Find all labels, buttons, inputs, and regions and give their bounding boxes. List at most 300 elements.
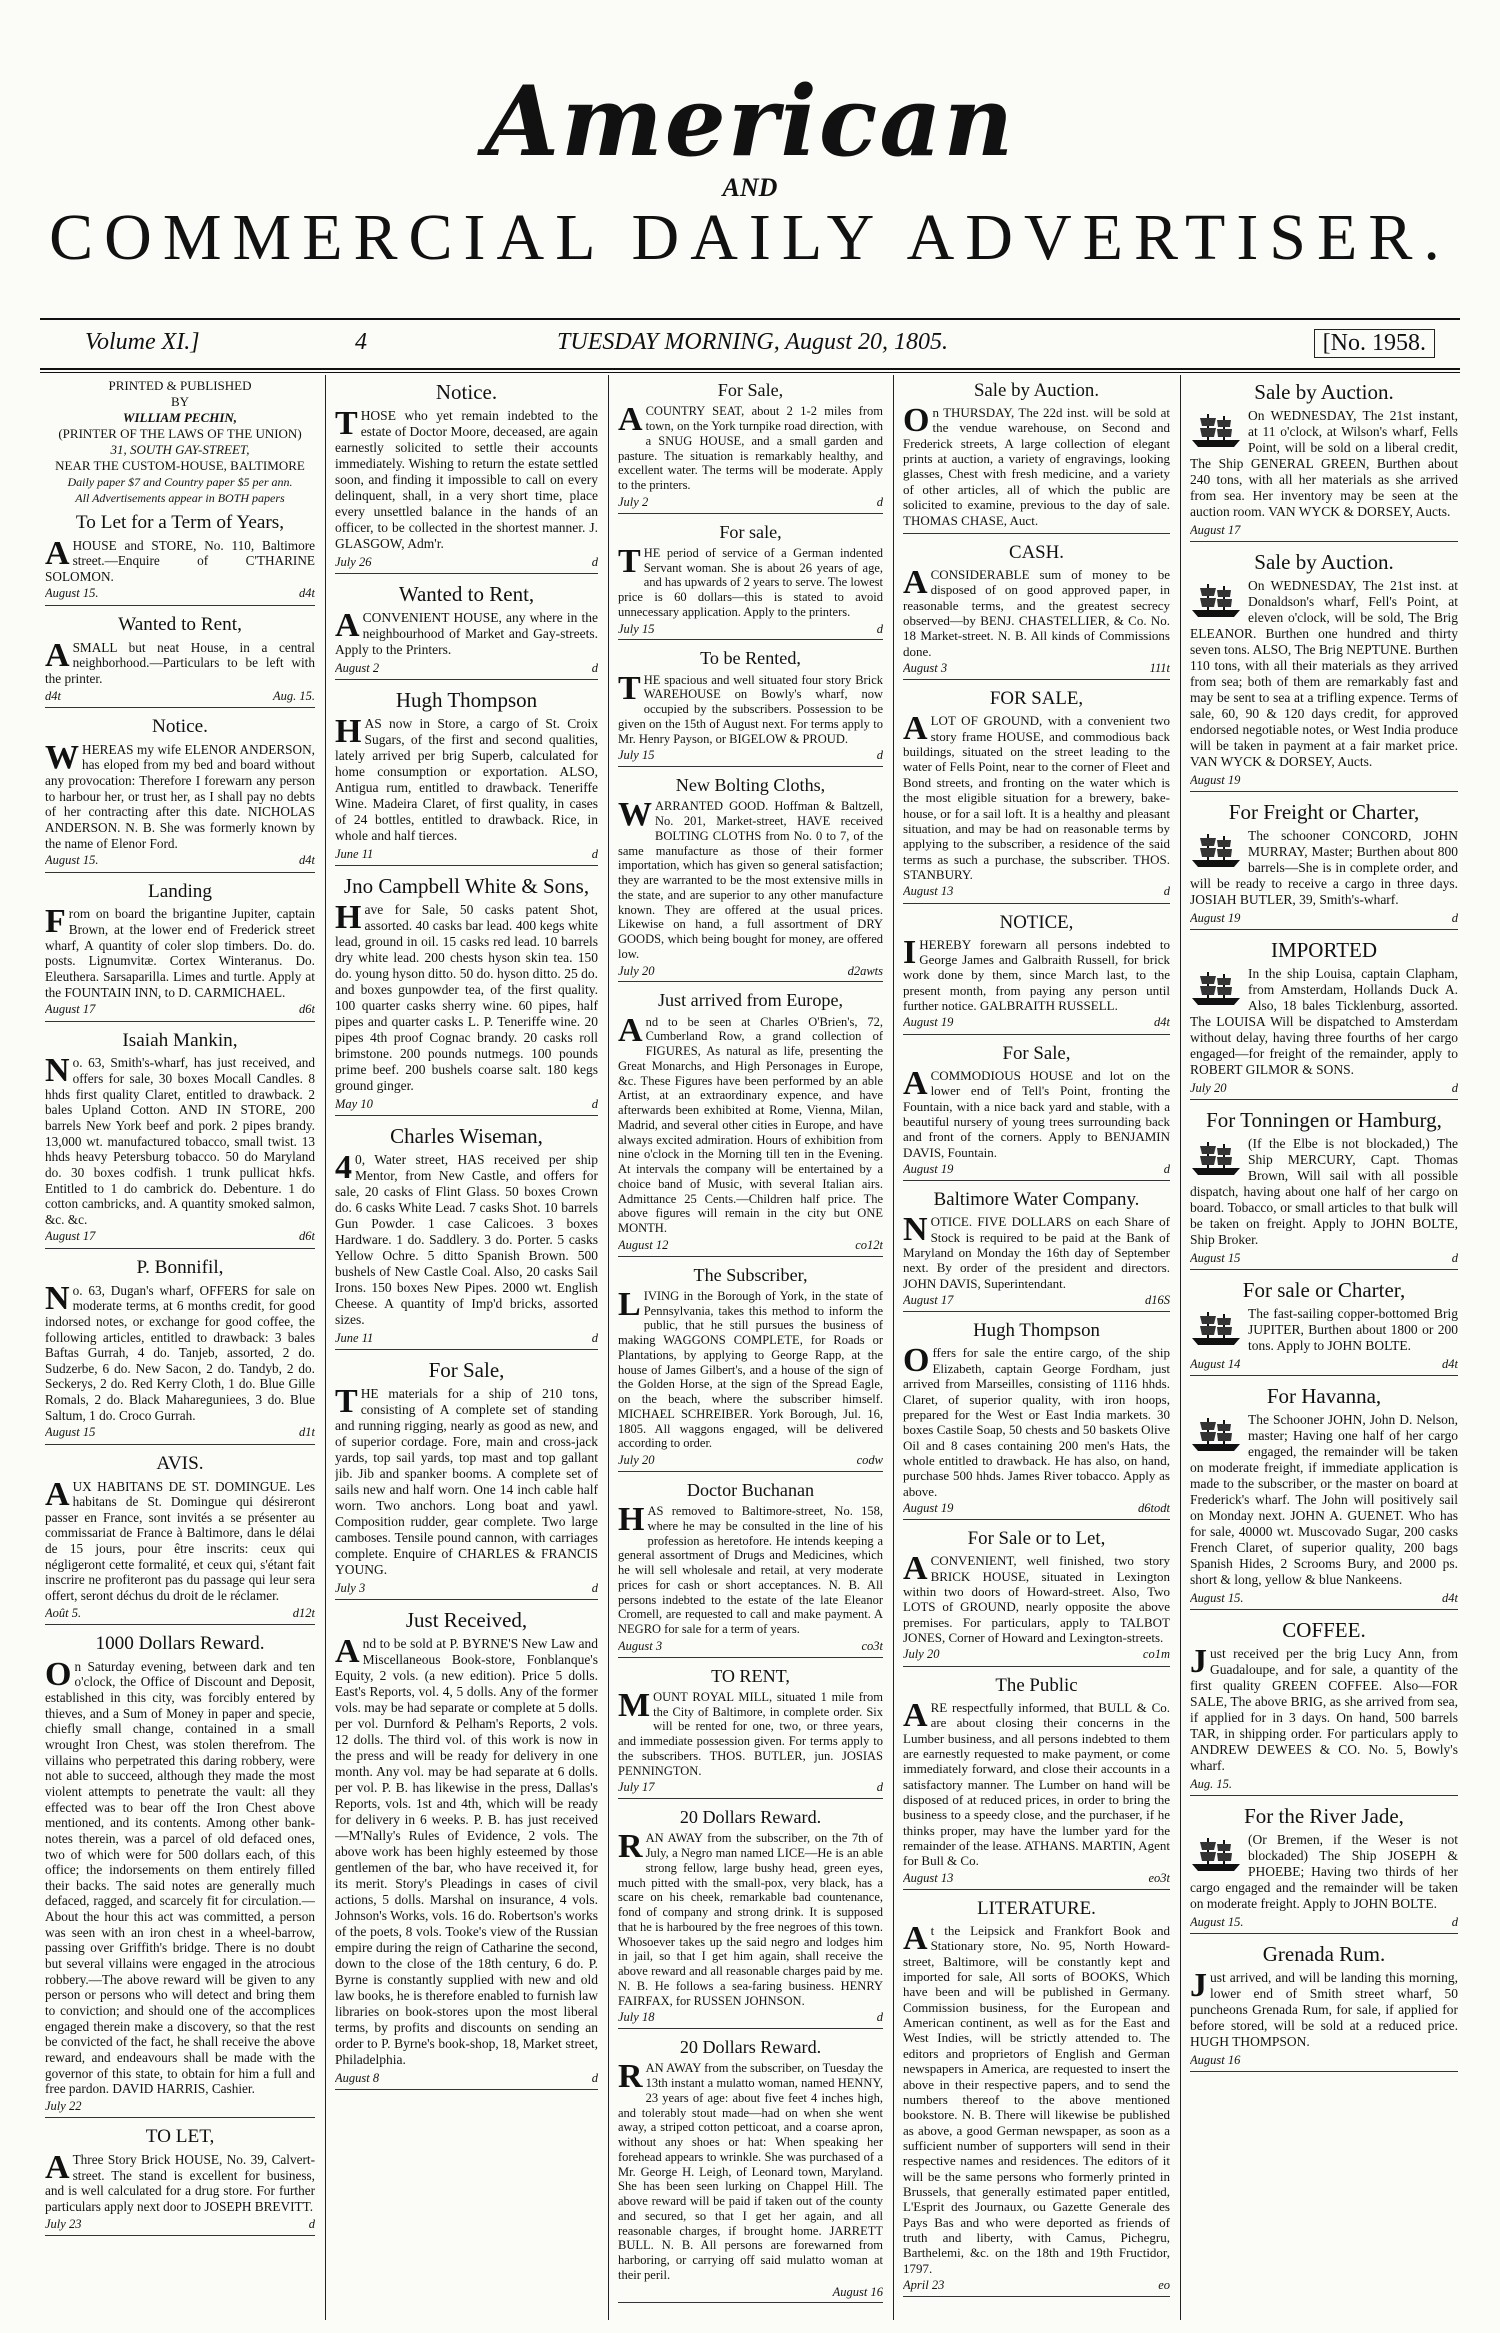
ad-date: June 11	[335, 847, 374, 861]
advertisement	[45, 1030, 315, 1249]
ad-body: From on board the brigantine Jupiter, captain Brown, at the lower end of Frederick street wharf, A quantity of coler slop timbers. Do. do. posts. Lignumvitæ. Cortex Winteranus. Do. Eleuthera. Sarsaparilla. Limes and turtle. Apply at the FOUNTAIN INN, to D. CARMICHAEL.	[45, 903, 315, 1000]
ad-dateline	[618, 1639, 883, 1658]
ad-code: d	[876, 494, 883, 509]
ad-date: August 17	[1190, 523, 1241, 537]
column-divider	[325, 375, 326, 2320]
advertisement	[1190, 1618, 1458, 1796]
advertisement	[618, 775, 883, 982]
ad-body: No. 63, Smith's-wharf, has just received, and offers for sale, 30 boxes Mocall Candles. 8 hhds first quality Claret, entitled to drawback. 2 bales Upland Cotton. AND IN STORE, 200 barrels New York beef and pork. 2 pipes brandy. 13,000 wt. manufactured tobacco, small twist. 13 hhds heavy Petersburg tobacco. 50 do Maryland do. 30 boxes codfish. 1 trunk pullicat hkfs. Entitled to 1 do cambrick do. Debenture. 1 do cotton cambricks, and. A quantity smoked salmon, &c. &c.	[45, 1052, 315, 1227]
masthead-title-main: COMMERCIAL DAILY ADVERTISER.	[49, 201, 1451, 274]
ad-date: July 20	[618, 963, 655, 978]
advertisement	[45, 881, 315, 1022]
ad-body: The fast-sailing copper-bottomed Brig JUPITER, Burthen about 1800 or 200 tons. Apply to JOHN BOLTE.	[1248, 1306, 1458, 1353]
advertisement	[335, 1358, 598, 1600]
ad-date: August 2	[335, 661, 380, 675]
ship-icon	[1190, 1414, 1242, 1454]
ad-dateline	[45, 1229, 315, 1249]
ad-date: July 20	[903, 1647, 940, 1662]
ad-date: April 23	[903, 2277, 945, 2292]
ad-body: Just received per the brig Lucy Ann, from Guadaloupe, and for sale, a quantity of the first quality GREEN COFFEE. Also—FOR SALE, The above BRIG, as she arrived from sea, if applied for in 3 days. On hand, 500 barrels TAR, in shipping order. For particulars apply to ANDREW DEWEES & CO. No. 5, Bowly's wharf.	[1190, 1643, 1458, 1773]
imprint	[45, 378, 315, 506]
ad-code: d	[876, 621, 883, 636]
ad-dateline	[335, 1330, 598, 1350]
ad-body: AThree Story Brick HOUSE, No. 39, Calvert-street. The stand is excellent for business, and is well calculated for a drug store. For further particulars apply next door to JOSEPH BREVITT.	[45, 2148, 315, 2214]
ad-headline: For Sale,	[428, 1358, 505, 1382]
advertisement	[1190, 1278, 1458, 1376]
ad-dateline	[618, 495, 883, 514]
ship-icon	[1190, 1138, 1242, 1178]
ad-headline: For sale or Charter,	[1242, 1278, 1406, 1302]
ad-date: August 15	[45, 1425, 96, 1440]
ad-date: August 12	[618, 1237, 669, 1252]
ad-code: co12t	[855, 1237, 883, 1252]
ad-code: d	[591, 1097, 598, 1111]
ad-body: WARRANTED GOOD. Hoffman & Baltzell, No. 201, Market-street, HAVE received BOLTING CLOTHS from No. 0 to 7, of the same manufacture as those of their former importation, which has given so general satisfaction; they are warranted to be the most extensive mills in the state, and are superior to any other manufacture known. They are offered at the usual prices. Likewise on hand, a full assortment of DRY GOODS, which being bought for money, are offered low.	[618, 796, 883, 961]
ad-date: August 13	[903, 884, 954, 899]
ad-dateline	[1190, 1080, 1458, 1100]
ad-body: THOSE who yet remain indebted to the estate of Doctor Moore, deceased, are again earnestly solicited to settle their accounts immediately. Wishing to return the estate settled soon, and finding it impossible to call on every delinquent, shall, in a very short time, place every unsettled balance in the hands of an officer, to be collected in the shortest manner. J. GLASGOW, Adm'r.	[335, 405, 598, 551]
ship-icon	[1190, 968, 1242, 1008]
ad-dateline	[618, 2010, 883, 2029]
dateline	[45, 325, 1460, 365]
ad-body: (If the Elbe is not blockaded,) The Ship MERCURY, Capt. Thomas Brown, Will sail with all possible dispatch, having about one half of her cargo on board. Tobacco, or small articles to that bulk will be taken on freight. Apply to JOHN BOLTE, Ship Broker.	[1190, 1136, 1458, 1247]
top-rule	[40, 318, 1460, 320]
ad-body: 40, Water street, HAS received per ship Mentor, from New Castle, and offers for sale, 20 casks of Flint Glass. 50 boxes Crown do. 6 casks White Lead. 7 casks Shot. 10 barrels Gun Powder. 1 case Calicoes. 3 boxes Hardware. 1 do. Saddlery. 3 do. Porter. 5 casks Yellow Ochre. 5 ditto Spanish Brown. 500 bushels of New Castle Coal. Also, 20 casks Sail Irons. 150 boxes New Pipes. 2000 wt. English Cheese. A quantity of Imp'd bricks, assorted sizes.	[335, 1149, 598, 1327]
ad-date: July 2	[618, 494, 649, 509]
column-4	[903, 378, 1170, 2313]
advertisement	[1190, 1384, 1458, 1610]
ad-body: On WEDNESDAY, The 21st inst. at Donaldson's wharf, Fell's Point, at eleven o'clock, will be sold, The Brig ELEANOR. Burthen one hundred and thirty seven tons. ALSO, The Brig NEPTUNE. Burthen 110 tons, with all their materials as they arrived from sea; both of them are remarkably fast and may be sent to sea at a trifling expence. Terms of sale, 60, 90 & 120 days credit, for approved endorsed negotiable notes, or West India produce will be taken in payment at a fair market price. VAN WYCK & DORSEY, Aucts.	[1190, 578, 1458, 769]
advertisement	[335, 582, 598, 680]
ad-code: d	[591, 1331, 598, 1345]
ad-body: No. 63, Dugan's wharf, OFFERS for sale on moderate terms, at 6 months credit, for good indorsed notes, or exchange for good coffee, the following articles, entitled to drawback: 3 bales Baftas Gurrah, 4 do. Tanjeb, assorted, 2 do. Sudzerbe, 6 do. New Sacon, 2 do. Tandyb, 2 do. Seckerys, 2 do. Red Kerry Cloth, 1 do. Blue Gille Romals, 2 do. Black Mahareguniees, 3 do. Blue Saltum, 1 do. Croco Gurrah.	[45, 1279, 315, 1423]
ad-body: Offers for sale the entire cargo, of the ship Elizabeth, captain George Fordham, just arrived from Marseilles, consisting of 1116 hhds. Claret, of superior quality, with iron hoops, prepared for the West or East India markets. 30 boxes Castile Soap, 50 chests and 50 baskets Olive Oil and 8 cases containing 200 men's Hats, the whole entitled to drawback. He has also, on hand, purchase 500 hhds. James River tobacco. Apply as above.	[903, 1342, 1170, 1499]
imprint-line: (PRINTER OF THE LAWS OF THE UNION)	[58, 426, 302, 441]
advertisement	[903, 1320, 1170, 1520]
advertisement	[903, 688, 1170, 903]
ad-headline: For Tonningen or Hamburg,	[1206, 1108, 1442, 1132]
ad-dateline	[45, 1606, 315, 1626]
ad-code: Aug. 15.	[272, 688, 315, 703]
ad-date: August 19	[1190, 911, 1241, 925]
advertisement	[618, 1807, 883, 2029]
ad-body: On THURSDAY, The 22d inst. will be sold at the vendue warehouse, on Second and Frederick streets, A large collection of elegant prints at auction, a variety of engravings, looking glasses, Chest with fresh medicine, and a variety of other articles, all of which the public are solicited to examine, previous to the day of sale. THOMAS CHASE, Auct.	[903, 402, 1170, 528]
masthead-and: AND	[722, 173, 778, 202]
ad-body: THE materials for a ship of 210 tons, consisting of A complete set of standing and running rigging, nearly as good as new, and of superior cordage. Fore, main and cross-jack yards, top sail yards, top mast and top gallant jib. Jib and spanker booms. A complete set of sails new and half worn. One 14 inch cable half worn. Two anchors. Long boat and yawl. Composition rudder, gear complete. Two large camboses. Tensile pound cannon, with carriages complete. Enquire of CHARLES & FRANCIS YOUNG.	[335, 1383, 598, 1577]
ad-headline: Sale by Auction.	[1254, 380, 1394, 404]
ad-date: August 15.	[1190, 1915, 1244, 1929]
ad-headline: For Sale,	[717, 380, 784, 400]
advertisement	[618, 1265, 883, 1472]
ad-body: MOUNT ROYAL MILL, situated 1 mile from the City of Baltimore, in complete order. Six will be rented for one, two, or three years, and immediate possession given. For terms apply to the subscribers. THOS. BUTLER, jun. JOSIAS PENNINGTON.	[618, 1686, 883, 1778]
ad-headline: For Freight or Charter,	[1228, 800, 1420, 824]
ad-headline: Baltimore Water Company.	[933, 1189, 1140, 1211]
ad-body: ARE respectfully informed, that BULL & Co. are about closing their concerns in the Lumber business, and all persons indebted to them are earnestly requested to make payment, or come immediately forward, and close their accounts in a satisfactory manner. The Lumber on hand will be disposed of at reduced prices, in order to bring the business to a speedy close, and the purchaser, if he thinks proper, may have the lumber yard for the remainder of the lease. ATHANS. MARTIN, Agent for Bull & Co.	[903, 1696, 1170, 1869]
ad-code: d	[1451, 1915, 1458, 1929]
ad-dateline	[1190, 772, 1458, 792]
advertisement	[1190, 1804, 1458, 1934]
ad-code: co3t	[861, 1638, 883, 1653]
ad-date: August 8	[335, 2071, 380, 2085]
ad-headline: Landing	[148, 880, 212, 902]
ad-headline: FOR SALE,	[989, 688, 1084, 710]
ad-headline: Just arrived from Europe,	[657, 990, 844, 1011]
ad-dateline	[903, 2278, 1170, 2297]
ad-code: d4t	[299, 853, 315, 868]
ad-headline: Sale by Auction.	[973, 380, 1100, 401]
ad-code: d	[591, 661, 598, 675]
issue-number: [No. 1958.	[1314, 329, 1435, 358]
ad-date: July 20	[1190, 1081, 1227, 1095]
ad-headline: Jno Campbell White & Sons,	[343, 874, 590, 898]
ad-code: d	[591, 555, 598, 569]
ad-code: d2awts	[847, 963, 883, 978]
ad-body: THE spacious and well situated four story Brick WAREHOUSE on Bowly's wharf, now occupied by the subscribers. Possession to be given on the 15th of August next. For terms apply to Mr. Henry Payson, or BIGELOW & PROUD.	[618, 669, 883, 746]
ad-date: August 17	[45, 1229, 96, 1244]
ad-body: THE period of service of a German indented Servant woman. She is about 26 years of age, and has upwards of 2 years to serve. The lowest price is 60 dollars—this is stated to avoid unnecessary application. Apply to the printers.	[618, 542, 883, 619]
ad-code: d4t	[1442, 1591, 1458, 1605]
ad-code: d4t	[299, 586, 315, 601]
ad-code: d1t	[299, 1425, 315, 1440]
ad-headline: Notice.	[152, 716, 208, 738]
advertisement	[903, 912, 1170, 1035]
advertisement	[903, 380, 1170, 534]
ad-body: AHOUSE and STORE, No. 110, Baltimore street.—Enquire of C'THARINE SOLOMON.	[45, 534, 315, 584]
ad-code: d4t	[1442, 1357, 1458, 1371]
ad-headline: NOTICE,	[999, 911, 1074, 933]
imprint-note: All Advertisements appear in BOTH papers	[75, 491, 285, 505]
advertisement	[1190, 380, 1458, 542]
ad-dateline	[45, 689, 315, 709]
ad-dateline	[618, 1780, 883, 1799]
ad-code: d16S	[1145, 1293, 1170, 1308]
ad-dateline	[903, 1871, 1170, 1890]
ad-headline: To be Rented,	[700, 648, 801, 669]
ad-date: August 16	[1190, 2053, 1241, 2067]
ship-icon	[1190, 1308, 1242, 1348]
ad-dateline	[1190, 1250, 1458, 1270]
advertisement	[618, 1666, 883, 1800]
ad-list	[903, 380, 1170, 2297]
ad-headline: Grenada Rum.	[1262, 1942, 1386, 1966]
ad-dateline	[1190, 1776, 1458, 1796]
advertisement	[335, 1608, 598, 2090]
ship-icon	[1190, 1834, 1242, 1874]
ad-body: ACONVENIENT HOUSE, any where in the neighbourhood of Market and Gay-streets. Apply to the Printers.	[335, 607, 598, 657]
ad-code: d12t	[292, 1605, 315, 1620]
column-divider	[893, 375, 894, 2320]
ad-body: LIVING in the Borough of York, in the state of Pennsylvania, takes this method to inform the public, that he still pursues the business of making WAGGONS COMPLETE, for Roads or Plantations, by applying to George Rapp, at the house of James Gilbert's, and a house of the sign of the Golden Horse, at the sign of the Spread Eagle, on the beach, where the subscriber himself. MICHAEL SCHREIBER. York Borough, Jul. 16, 1805. All waggons engaged, will be delivered according to order.	[618, 1285, 883, 1451]
ad-headline: P. Bonnifil,	[136, 1257, 224, 1279]
ad-date: August 19	[903, 1161, 954, 1176]
ad-list	[618, 380, 883, 2303]
ad-body: The schooner CONCORD, JOHN MURRAY, Master; Burthen about 800 barrels—She is in complete order, and will be ready to receive a cargo in three days. JOSIAH BUTLER, 39, Smith's-wharf.	[1190, 828, 1458, 907]
advertisement	[335, 380, 598, 574]
ad-headline: Doctor Buchanan	[686, 1479, 815, 1500]
ad-body: NOTICE. FIVE DOLLARS on each Share of Stock is required to be paid at the Bank of Maryland on Monday the 16th day of September next. By order of the president and directors. JOHN DAVIS, Superintendant.	[903, 1211, 1170, 1291]
ad-body: And to be sold at P. BYRNE'S New Law and Miscellaneous Book-store, Fonblanque's Equity, 2 vols. (a new edition). Price 5 dolls. East's Reports, vol. 4, 5 dolls. Any of the former vols. may be had separate or complete at 5 dolls. per vol. Durnford & Pelham's Reports, 2 vols. 12 dolls. The third vol. of this work is now in the press and will be ready for delivery in one month. Any vol. may be had separate at 6 dolls. per vol. P. B. has likewise in the press, Dallas's Reports, vols. 1st and 4th, which will be ready for delivery in 6 weeks. P. B. has just received—M'Nally's Rules of Evidence, 2 vols. The above work has been highly esteemed by those gentlemen of the bar, who have received it, for its merit. Story's Pleadings in cases of civil actions, 5 dolls. Marshal on insurance, 4 vols. Johnson's Works, vols. 16 do. Robertson's works of the poets, 8 vols. Tooke's view of the Russian empire during the reign of Catharine the second, down to the close of the 18th century, 6 do. P. Byrne is constantly supplied with new and old law books, he is therefore enabled to furnish law libraries on book-stores upon the most liberal terms, by profits and discounts on sending an order to P. Byrne's book-shop, 18, Market street, Philadelphia.	[335, 1633, 598, 2067]
ad-code: d	[1451, 1081, 1458, 1095]
ad-body: In the ship Louisa, captain Clapham, from Amsterdam, Hollands Duck A. Also, 18 bales Ticklenburg, assorted. The LOUISA Will be dispatched to Amsterdam without delay, having three fourths of her cargo engaged—for freight of the remainder, apply to ROBERT GILMOR & SONS.	[1190, 966, 1458, 1077]
ad-date: d4t	[45, 688, 61, 703]
dateline-rule-thin	[40, 372, 1460, 373]
ad-body: On Saturday evening, between dark and ten o'clock, the Office of Discount and Deposit, established in this city, was forcibly entered by thieves, and a Sum of Money in paper and specie, chiefly small change, contained in a small wrought Iron Chest, was stolen therefrom. The villains who perpetrated this daring robbery, were not able to succeed, although they made the most violent attempts to penetrate the vault: all they effected was to bear off the Iron Chest above mentioned, and its contents. Among other bank-notes therein, was a parcel of old defaced ones, two of which were for 500 dollars each, of this office; the indorsements on them entirely filled their backs. The said notes are generally much defaced, ragged, and scarcely fit for circulation.—About the hour this act was committed, a person was seen with an iron chest in a wheel-barrow, passing over Griffith's bridge. There is no doubt but several villains were engaged in the atrocious robbery.—The above reward will be given to any person or persons who will detect and bring them to conviction; and should one of the accomplices engaged therein make a discovery, so that the rest be convicted of the fact, he shall receive the above reward, and endeavours shall be made with the governor of this state, to obtain for him a full and free pardon. DAVID HARRIS, Cashier.	[45, 1655, 315, 2097]
ad-code: 111t	[1149, 661, 1170, 675]
ad-dateline	[45, 586, 315, 606]
ad-headline: Hugh Thompson	[395, 688, 538, 712]
ad-dateline	[335, 1096, 598, 1116]
advertisement	[45, 1633, 315, 2118]
ad-dateline	[618, 622, 883, 641]
ad-body: RAN AWAY from the subscriber, on the 7th of July, a Negro man named LICE—He is an able strong fellow, large bushy head, green eyes, much pitted with the small-pox, very black, has a scare on his cheek, remarkable bad countenance, fond of company and strong drink. It is supposed that he is harboured by the free negroes of this town. Whosoever takes up the said negro and lodges him in jail, so that I get him again, shall receive the above reward and all reasonable charges paid by me. N. B. He follows a sea-faring business. HENRY FAIRFAX, for RUSSEN JOHNSON.	[618, 1828, 883, 2008]
ad-dateline	[1190, 1590, 1458, 1610]
ad-date: August 17	[45, 1002, 96, 1017]
ad-headline: For Sale or to Let,	[967, 1528, 1106, 1550]
ad-headline: Sale by Auction.	[1254, 550, 1394, 574]
masthead	[30, 65, 1470, 274]
ad-code: d	[308, 2216, 315, 2231]
column-divider	[1180, 375, 1181, 2320]
ad-date: August 14	[1190, 1357, 1241, 1371]
ad-body: At the Leipsick and Frankfort Book and Stationary store, No. 95, North Howard-street, Baltimore, will be constantly kept and imported for sale, All sorts of BOOKS, Which have been and will be published in Germany. Commission business, for the European and American continent, as well as for the East and West Indies, will be strictly attended to. The editors and proprietors of English and German newspapers in America, are requested to insert the above in their respective papers, and to send the numbers thereof to the above mentioned bookstore. N. B. There will likewise be published as above, a good German newspaper, as soon as a sufficient number of supporters will send in their respective names and residences. The editors of it will be the same persons who formerly printed in Brussels, that generally estimated paper entitled, L'Esprit des Journaux, ou Gazette Generale des Pays Bas and who were deported as friends of truth and liberty, with Camus, Pichegru, Barthelemi, &c. on the 18th and 19th Fructidor, 1797.	[903, 1920, 1170, 2276]
advertisement	[1190, 938, 1458, 1100]
ad-date: Août 5.	[45, 1605, 82, 1620]
ad-dateline	[45, 2217, 315, 2237]
advertisement	[335, 1124, 598, 1350]
advertisement	[45, 2126, 315, 2236]
ad-code: d	[591, 1581, 598, 1595]
ad-dateline	[903, 884, 1170, 903]
imprint-address: 31, SOUTH GAY-STREET,	[110, 442, 250, 457]
ad-headline: New Bolting Cloths,	[675, 775, 826, 795]
column-1	[45, 378, 315, 2313]
ship-icon	[1190, 580, 1242, 620]
imprint-line: NEAR THE CUSTOM-HOUSE, BALTIMORE	[55, 458, 305, 473]
column-2	[335, 378, 598, 2313]
ad-headline: Charles Wiseman,	[390, 1124, 543, 1148]
advertisement	[45, 1257, 315, 1445]
advertisement	[45, 614, 315, 708]
ad-code: d6t	[299, 1002, 315, 1017]
ad-headline: TO LET,	[145, 2126, 215, 2148]
ad-code: d	[1451, 1251, 1458, 1265]
ad-date: August 19	[903, 1500, 954, 1515]
ad-headline: For Sale,	[1002, 1042, 1071, 1064]
ad-headline: Isaiah Mankin,	[122, 1029, 238, 1051]
ad-dateline	[45, 2099, 315, 2119]
ad-dateline	[903, 661, 1170, 680]
imprint-price: Daily paper $7 and Country paper $5 per ann.	[67, 475, 293, 489]
ad-body: ACOMMODIOUS HOUSE and lot on the lower end of Tell's Point, fronting the Fountain, with a nice back yard and stable, with a beautiful nursery of young trees surrounding back and front of the corners. Apply to BENJAMIN DAVIS, Fountain.	[903, 1064, 1170, 1160]
issue-mark: 4	[355, 329, 367, 355]
ad-date: August 15.	[1190, 1591, 1244, 1605]
ad-list	[1190, 380, 1458, 2072]
ad-code: codw	[856, 1453, 883, 1467]
advertisement	[618, 990, 883, 1256]
ad-headline: Wanted to Rent,	[118, 614, 242, 636]
ad-headline: CASH.	[1009, 541, 1064, 563]
masthead-title-top: American	[484, 65, 1016, 178]
ad-body: Have for Sale, 50 casks patent Shot, assorted. 40 casks bar lead. 400 kegs white lead, ground in oil. 15 casks red lead. 10 barrels dry white lead. 200 chests hyson skin tea. 150 do. young hyson ditto. 50 do. hyson ditto. 25 do. and boxes gunpowder tea, of the first quality. 100 quarter casks sherry wine. 60 pipes, half pipes and quarter casks L. P. Teneriffe wine. 20 pipes 4th proof Cognac brandy. 20 casks roll brimstone. 200 pounds nutmegs. 100 pounds prime beef. 200 bushels coarse salt. 180 kegs ground ginger.	[335, 899, 598, 1093]
advertisement	[618, 380, 883, 514]
ad-dateline	[618, 964, 883, 983]
ad-dateline	[903, 1647, 1170, 1666]
ad-dateline	[1190, 2052, 1458, 2072]
advertisement	[45, 1453, 315, 1625]
dateline-rule	[40, 368, 1460, 370]
ad-headline: 20 Dollars Reward.	[679, 2037, 822, 2057]
ad-date: July 15	[618, 748, 655, 763]
ad-dateline	[618, 2285, 883, 2304]
ad-code: d	[1451, 911, 1458, 925]
ad-date: May 10	[335, 1097, 373, 1111]
advertisement	[903, 1189, 1170, 1312]
advertisement	[618, 648, 883, 767]
imprint-line: PRINTED & PUBLISHED	[108, 378, 252, 393]
ad-headline: To Let for a Term of Years,	[75, 512, 285, 533]
ad-body: Just arrived, and will be landing this morning, lower end of Smith street wharf, 50 puncheons Grenada Rum, for sale, if applied for before stored, will be sold at a reduced price. HUGH THOMPSON.	[1190, 1967, 1458, 2049]
ad-body: ACONVENIENT, well finished, two story BRICK HOUSE, situated in Lexington within two doors of Howard-street. Also, Two LOTS of GROUND, nearly opposite the above premises. For particulars, apply to TALBOT JONES, Corner of Howard and Lexington-streets.	[903, 1550, 1170, 1646]
ad-code: d	[1163, 1161, 1170, 1176]
ad-body: (Or Bremen, if the Weser is not blockaded) The Ship JOSEPH & PHOEBE; Having two thirds of her cargo engaged and the remainder will be taken on moderate freight. Apply to JOHN BOLTE.	[1190, 1832, 1458, 1911]
ad-code: d	[876, 1780, 883, 1795]
ad-headline: LITERATURE.	[977, 1897, 1096, 1919]
ad-headline: Just Received,	[405, 1608, 528, 1632]
advertisement	[903, 1898, 1170, 2297]
imprint-publisher: WILLIAM PECHIN,	[122, 410, 238, 425]
advertisement	[618, 522, 883, 641]
advertisement	[1190, 1942, 1458, 2072]
ad-date: August 3	[618, 1638, 663, 1653]
ad-dateline	[618, 1453, 883, 1472]
ad-code: co1m	[1142, 1647, 1170, 1662]
ad-dateline	[1190, 522, 1458, 542]
ad-date: August 15.	[45, 853, 99, 868]
advertisement	[903, 1043, 1170, 1182]
ad-date: June 11	[335, 1331, 374, 1345]
ad-body: ACOUNTRY SEAT, about 2 1-2 miles from town, on the York turnpike road direction, with a SNUG HOUSE, and a small garden and pasture. The situation is remarkably healthy, and excellent water. The terms will be moderate. Apply to the printers.	[618, 401, 883, 492]
ad-body: WHEREAS my wife ELENOR ANDERSON, has eloped from my bed and board without any provocation: Therefore I forewarn any person to harbour her, or trust her, as I shall pay no debts of her contracting after this date. NICHOLAS ANDERSON. N. B. She was formerly known by the name of Elenor Ford.	[45, 738, 315, 851]
advertisement	[45, 716, 315, 873]
ad-headline: The Subscriber,	[693, 1264, 808, 1285]
advertisement	[1190, 1108, 1458, 1270]
volume-label: Volume XI.]	[85, 329, 200, 355]
ad-body: HAS removed to Baltimore-street, No. 158, where he may be consulted in the line of his profession as heretofore. He intends keeping a general assortment of Drugs and Medicines, which he will sell wholesale and retail, at very moderate prices for cash or short acceptances. N. B. All persons indebted to the estate of the late Eleanor Cromell, are requested to call and make payment. A NEGRO for sale for a term of years.	[618, 1501, 883, 1636]
ad-headline: For Havanna,	[1266, 1384, 1382, 1408]
ad-date: July 18	[618, 2010, 655, 2025]
ad-dateline	[903, 530, 1170, 534]
ad-body: On WEDNESDAY, The 21st instant, at 11 o'clock, at Wilson's wharf, Fells Point, will be sold on a liberal credit, The Ship GENERAL GREEN, Burthen about 240 tons, with all her materials as she arrived from sea. Her inventory may be seen at the auction room. VAN WYCK & DORSEY, Aucts.	[1190, 408, 1458, 519]
ad-date: Aug. 15.	[1190, 1777, 1233, 1791]
ad-date: August 17	[903, 1293, 954, 1308]
ad-body: The Schooner JOHN, John D. Nelson, master; Having one half of her cargo engaged, the remainder will be taken on moderate freight, if immediate application is made to the subscriber, or the master on board at Frederick's wharf. The John will positively sail on Monday next. JOHN A. GUENET. Who has for sale, 40000 wt. Muscovado Sugar, 200 casks French Claret, of superior quality, 200 bags Spanish Hides, 2 Scrooms Bury, and 2000 ps. short & long, yellow & blue Nankeens.	[1190, 1412, 1458, 1587]
ad-dateline	[335, 1580, 598, 1600]
ad-dateline	[1190, 910, 1458, 930]
ad-dateline	[1190, 1356, 1458, 1376]
ship-icon	[1190, 830, 1242, 870]
ad-list	[335, 380, 598, 2090]
ad-code: d	[1163, 884, 1170, 899]
ad-dateline	[903, 1293, 1170, 1312]
ad-dateline	[335, 2070, 598, 2090]
column-3	[618, 378, 883, 2313]
ad-body: ACONSIDERABLE sum of money to be disposed of on good approved paper, in reasonable terms, and the greatest secrecy observed—by BENJ. CHASTELLIER, & Co. No. 18 Market-street. N. B. All kinds of Commissions done.	[903, 563, 1170, 659]
ad-dateline	[903, 1015, 1170, 1034]
ad-body: And to be seen at Charles O'Brien's, 72, Cumberland Row, a grand collection of FIGURES, As natural as life, presenting the Great Monarchs, and High Personages in Europe, &c. These Figures have been performed by an able Artist, at an extraordinary expence, and have afterwards been exhibited at Rome, Vienna, Milan, Madrid, and several other cities in Europe, and have always excited admiration. Hours of exhibition from nine o'clock in the Morning till ten in the Evening. At intervals the company will be entertained by a choice band of Music, with several Italian airs. Admittance 25 Cents.—Children half price. The above figures will remain in the city but ONE MONTH.	[618, 1011, 883, 1235]
ad-list	[45, 512, 315, 2236]
ad-date: August 19	[1190, 773, 1241, 787]
ad-dateline	[45, 1425, 315, 1445]
ad-headline: COFFEE.	[1282, 1618, 1366, 1642]
column-5	[1190, 378, 1458, 2313]
column-divider	[608, 375, 609, 2320]
issue-date: TUESDAY MORNING, August 20, 1805.	[557, 329, 948, 355]
ad-dateline	[335, 846, 598, 866]
ad-date: August 15	[1190, 1251, 1241, 1265]
ad-date: July 15	[618, 621, 655, 636]
ad-headline: Hugh Thompson	[973, 1320, 1100, 1342]
ad-body: HAS now in Store, a cargo of St. Croix Sugars, of the first and second qualities, lately arrived per brig Superb, calculated for home consumption or exportation. ALSO, Antigua rum, entitled to drawback. Teneriffe Wine. Madeira Claret, of first quality, in cases of 24 bottles, entitled to drawback. Rice, in whole and half tierces.	[335, 713, 598, 843]
advertisement	[335, 688, 598, 866]
ad-date: July 26	[335, 555, 372, 569]
ad-dateline	[618, 748, 883, 767]
advertisement	[335, 874, 598, 1116]
ad-headline: Notice.	[435, 380, 498, 404]
advertisement	[45, 512, 315, 606]
ad-date: July 20	[618, 1453, 655, 1467]
ad-dateline	[1190, 1914, 1458, 1934]
ad-body: RAN AWAY from the subscriber, on Tuesday the 13th instant a mulatto woman, named HENNY, 23 years of age: about five feet 4 inches high, and tolerably stout made—had on when she went away, a striped cotton petticoat, and a coarse apron, without any shoes or hat: When speaking her forehead appears to wrinkle. She was purchased of a Mr. George H. Leigh, of Leonard town, Maryland. She has been seen lurking on Chappel Hill. The above reward will be paid if taken out of the county and secured, so that I get her again, and all reasonable charges, if brought home. JARRETT BULL. N. B. All persons are forewarned from harboring, or carrying off said mulatto woman at their peril.	[618, 2058, 883, 2282]
ad-headline: For the River Jade,	[1244, 1804, 1404, 1828]
ad-date: July 17	[618, 1780, 655, 1795]
ad-code: eo	[1158, 2277, 1170, 2292]
ad-date: July 3	[335, 1581, 366, 1595]
ad-code: d	[591, 847, 598, 861]
ad-date: July 22	[45, 2098, 82, 2113]
ad-dateline	[45, 1002, 315, 1022]
ad-headline: TO RENT,	[711, 1665, 790, 1686]
ad-dateline	[335, 554, 598, 574]
ad-body: AUX HABITANS DE ST. DOMINGUE. Les habitans de St. Domingue qui désireront passer en France, sont invités a se présenter au commissariat de France à Baltimore, dans le délai de 15 jours, pour être inscrits: ceux qui négligeront cette formalité, et ceux qui, s'étant fait inscrire ne profiteront pas du passage qui leur sera offert, seront déchus du droit de le réclamer.	[45, 1475, 315, 1604]
ad-dateline	[903, 1162, 1170, 1181]
advertisement	[903, 1675, 1170, 1890]
ad-headline: For sale,	[719, 521, 782, 542]
advertisement	[903, 542, 1170, 681]
ad-headline: IMPORTED	[1270, 938, 1378, 962]
advertisement	[618, 2037, 883, 2303]
advertisement	[618, 1480, 883, 1658]
ad-date: July 23	[45, 2216, 82, 2231]
ad-body: ASMALL but neat House, in a central neighborhood.—Particulars to be left with the printer.	[45, 636, 315, 686]
ad-dateline	[903, 1501, 1170, 1520]
ad-date: August 15.	[45, 586, 99, 601]
ad-headline: 20 Dollars Reward.	[679, 1807, 822, 1827]
ad-code: d	[591, 2071, 598, 2085]
advertisement	[903, 1528, 1170, 1667]
ad-body: IHEREBY forewarn all persons indebted to George James and Galbraith Russell, for brick work done by them, since March last, to the present month, from paying any person until further notice. GALBRAITH RUSSELL.	[903, 933, 1170, 1014]
ad-dateline	[335, 660, 598, 680]
ad-code: d	[876, 748, 883, 763]
ad-code: d6todt	[1138, 1500, 1170, 1515]
ad-code: eo3t	[1148, 1870, 1170, 1885]
advertisement	[1190, 800, 1458, 930]
ad-code: August 16	[832, 2284, 883, 2299]
ad-date: August 3	[903, 661, 948, 675]
ad-date: August 19	[903, 1015, 954, 1030]
ad-dateline	[618, 1238, 883, 1257]
ad-headline: 1000 Dollars Reward.	[95, 1633, 265, 1655]
ship-icon	[1190, 410, 1242, 450]
